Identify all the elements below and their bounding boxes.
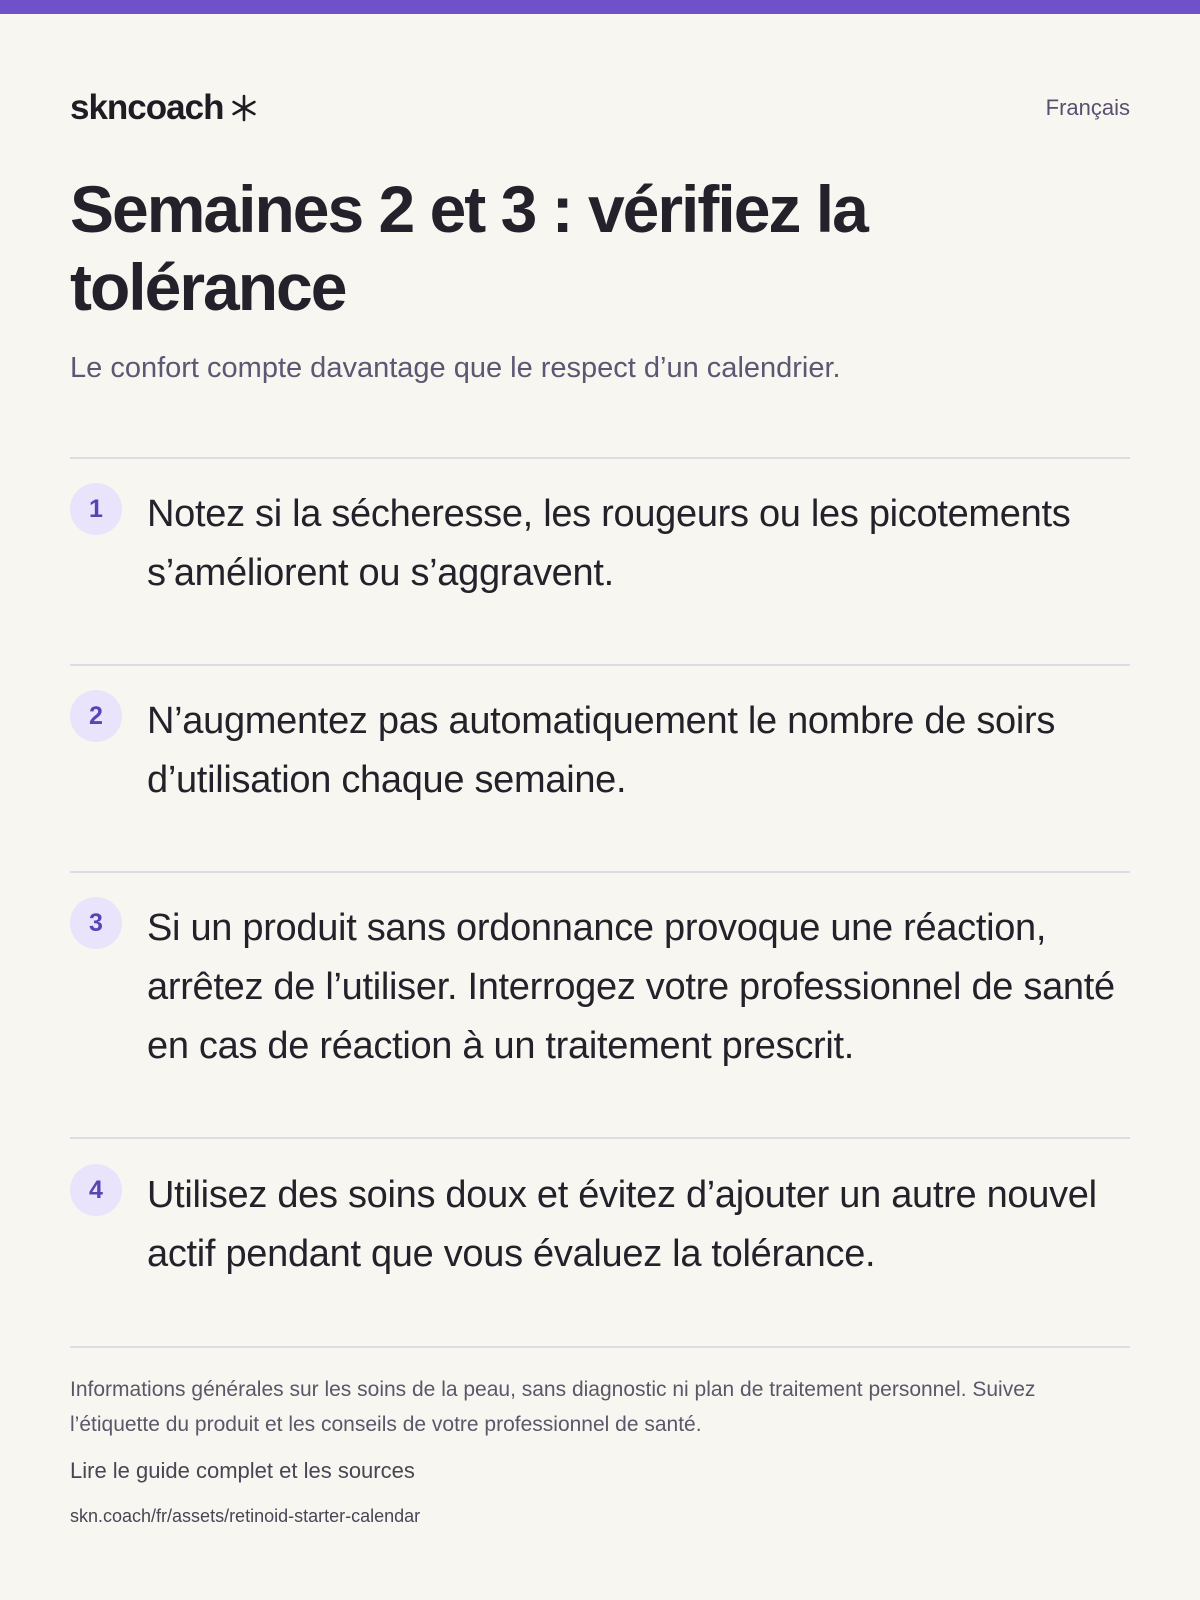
step-number-badge: 2 [70, 690, 122, 742]
page-subtitle: Le confort compte davantage que le respect d’un calendrier. [70, 352, 841, 384]
language-link[interactable]: Français [1045, 95, 1130, 120]
page-title: Semaines 2 et 3 : vérifiez la tolérance [70, 172, 867, 324]
step-text: Si un produit sans ordonnance provoque une réaction, arrêtez de l’utiliser. Interrogez votre professionnel de santé en cas de réaction à un traitement prescrit. [147, 907, 1115, 1067]
full-guide-link[interactable]: Lire le guide complet et les sources [70, 1458, 415, 1483]
disclaimer-text: Informations générales sur les soins de la peau, sans diagnostic ni plan de traitement personnel. Suivez l’étiquette du produit et les conseils de votre professionnel de santé. [70, 1378, 1036, 1436]
divider [70, 457, 1130, 459]
source-url: skn.coach/fr/assets/retinoid-starter-calendar [70, 1506, 421, 1526]
step-number-badge: 1 [70, 483, 122, 535]
divider [70, 1346, 1130, 1348]
step-number-badge: 3 [70, 897, 122, 949]
divider [70, 664, 1130, 666]
brand-name: skncoach [70, 88, 224, 127]
step-text: Utilisez des soins doux et évitez d’ajouter un autre nouvel actif pendant que vous évaluez la tolérance. [147, 1174, 1097, 1275]
step-text: Notez si la sécheresse, les rougeurs ou les picotements s’améliorent ou s’aggravent. [147, 493, 1071, 594]
divider [70, 1137, 1130, 1139]
calendar-page [70, 0, 1130, 1600]
page-header [70, 84, 1130, 132]
divider [70, 871, 1130, 873]
brand-logo[interactable] [70, 88, 259, 128]
step-text: N’augmentez pas automatiquement le nombre de soirs d’utilisation chaque semaine. [147, 700, 1056, 801]
step-number-badge: 4 [70, 1164, 122, 1216]
asterisk-icon [229, 93, 259, 123]
